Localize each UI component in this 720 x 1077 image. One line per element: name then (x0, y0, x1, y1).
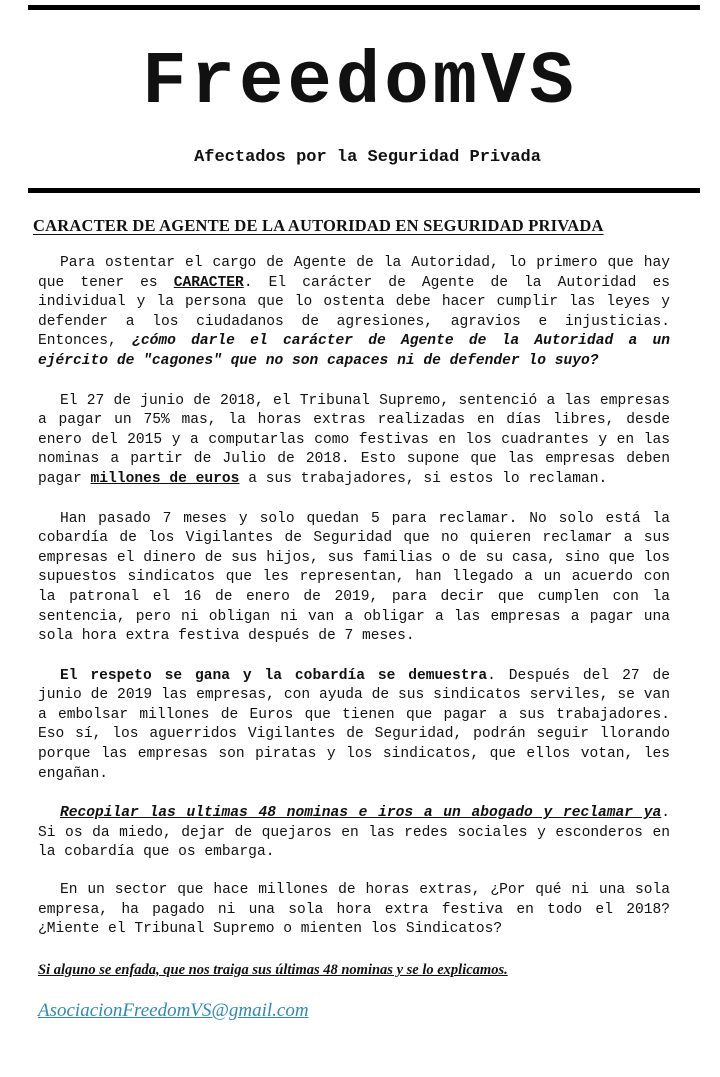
closing-note: Si alguno se enfada, que nos traiga sus últimas 48 nominas y se lo explicamos. (38, 962, 508, 978)
p1-question: ¿cómo darle el carácter de Agente de la Autoridad a un ejército de "cagones" que no son capaces ni de defender lo suyo? (38, 333, 670, 369)
p5-emphasis: Recopilar las ultimas 48 nominas e iros a un abogado y reclamar ya (60, 805, 662, 822)
paragraph-2 (38, 392, 670, 490)
p2-text-cont: a sus trabajadores, si estos lo reclaman. (239, 470, 608, 487)
p5-text: . Si os da miedo, dejar de quejaros en las redes sociales y esconderos en la cobardía que os embarga. (38, 805, 670, 861)
article-headline: CARACTER DE AGENTE DE LA AUTORIDAD EN SEGURIDAD PRIVADA (33, 216, 604, 235)
paragraph-3: Han pasado 7 meses y solo quedan 5 para reclamar. No solo está la cobardía de los Vigilantes de Seguridad que no quieren reclamar a sus empresas el dinero de sus hijos, sus familias o de su casa, sino que los supuestos sindicatos que les representan, han llegado a un acuerdo con la patronal el 16 de enero de 2019, para decir que cumplen con la sentencia, pero ni obligan ni van a obligar a las empresas a pagar una sola hora extra festiva después de 7 meses. (38, 510, 670, 645)
header-rule (28, 188, 700, 193)
top-rule (28, 5, 700, 10)
paragraph-6: En un sector que hace millones de horas extras, ¿Por qué ni una sola empresa, ha pagado ni una sola hora extra festiva en todo el 2018? ¿Miente el Tribunal Supremo o mienten los Sindicatos? (38, 882, 670, 938)
article-body (38, 254, 670, 956)
email-link[interactable]: AsociacionFreedomVS@gmail.com (38, 1000, 309, 1021)
masthead-title: FreedomVS (142, 41, 578, 125)
p1-text: Para ostentar el cargo de Agente de la Autoridad, lo primero que hay que tener es (38, 255, 670, 291)
p2-text: El 27 de junio de 2018, el Tribunal Supremo, sentenció a las empresas a pagar un 75% mas, la horas extras realizadas en días libres, desde enero del 2015 y a computarlas como festivas en los cuadrantes y en las nominas a partir de Julio de 2018. Esto supone que las empresas deben pagar (38, 392, 670, 487)
p4-text: . Después del 27 de junio de 2019 las empresas, con ayuda de sus sindicatos serviles, se van a embolsar millones de Euros que tienen que pagar a sus trabajadores. Eso sí, los aguerridos Vigilantes de Seguridad, podrán seguir llorando porque las empresas son piratas y los sindicatos, que ellos votan, les engañan. (38, 667, 670, 782)
paragraph-1 (38, 254, 670, 372)
paragraph-4 (38, 667, 670, 785)
p1-text-cont: . El carácter de Agente de la Autoridad es individual y la persona que lo ostenta debe hacer cumplir las leyes y defender a los ciudadanos de agresiones, agravios e injusticias. Entonces, (38, 274, 670, 350)
paragraph-5 (38, 804, 670, 863)
p2-emphasis-millones: millones de euros (90, 470, 240, 487)
p4-emphasis: El respeto se gana y la cobardía se demuestra (60, 667, 488, 684)
masthead-subtitle: Afectados por la Seguridad Privada (194, 148, 541, 167)
p1-emphasis-caracter: CARACTER (173, 274, 244, 291)
